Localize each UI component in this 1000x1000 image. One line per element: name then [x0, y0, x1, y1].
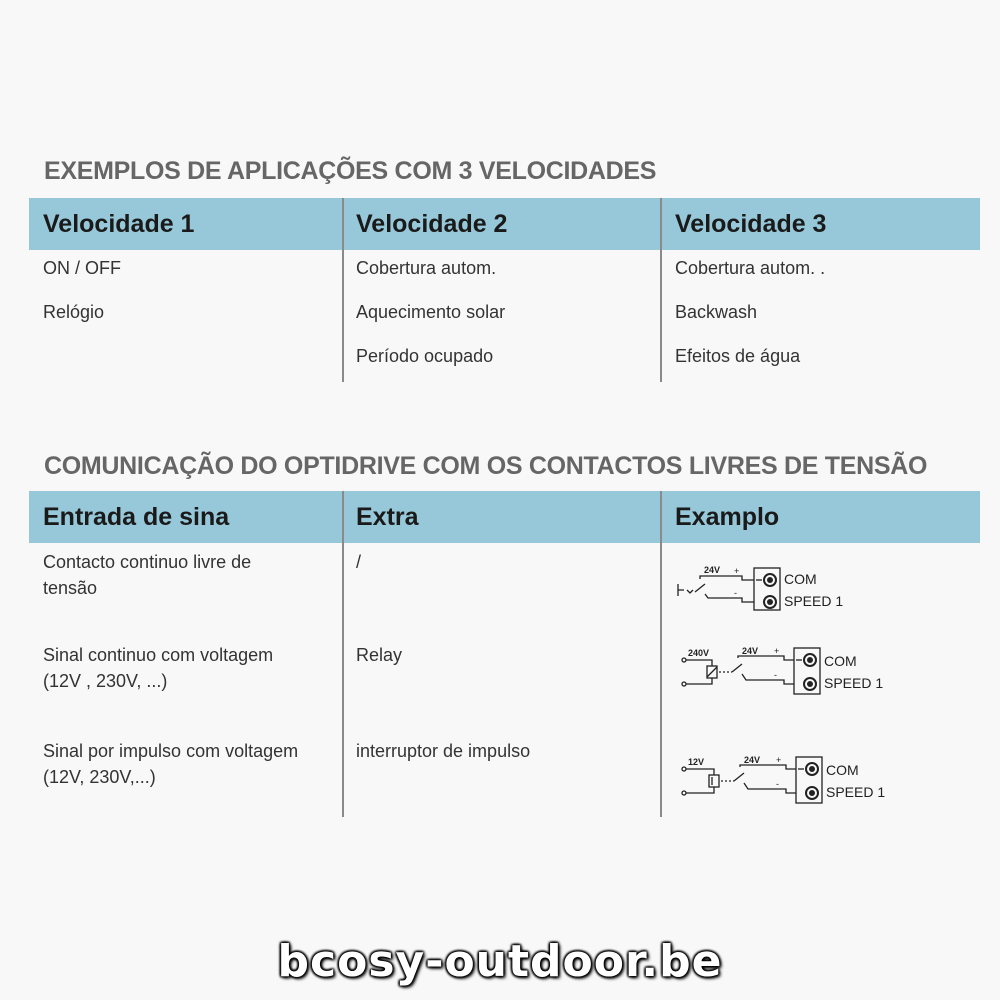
com-label: COM — [824, 653, 857, 669]
input-type-cell: Sinal por impulso com voltagem (12V, 230V,...) — [43, 741, 299, 787]
table-cell: Efeitos de água — [675, 346, 801, 366]
table-cell: Período ocupado — [356, 346, 494, 366]
header-entrada: Entrada de sina — [43, 503, 230, 531]
speed-label: SPEED 1 — [824, 675, 884, 691]
wiring-diagram-contact — [674, 562, 854, 614]
minus-label: - — [774, 670, 777, 680]
header-examplo: Examplo — [675, 503, 780, 531]
table-cell: Aquecimento solar — [356, 302, 506, 322]
input-type-cell: Contacto continuo livre de tensão — [43, 552, 252, 598]
table-header — [29, 491, 980, 543]
column-divider — [660, 491, 662, 817]
table-cell: Cobertura autom. . — [675, 258, 826, 278]
table-header — [29, 198, 980, 250]
extra-cell: / — [356, 552, 362, 572]
watermark: bcosy-outdoor.be — [277, 936, 723, 987]
table-cell: Backwash — [675, 302, 758, 322]
header-velocidade-3: Velocidade 3 — [675, 210, 827, 238]
column-divider — [342, 198, 344, 382]
wiring-diagram-relay — [676, 646, 896, 698]
column-divider — [342, 491, 344, 817]
voltage-label: 24V — [742, 646, 759, 656]
voltage-label: 24V — [704, 565, 721, 575]
voltage-label: 24V — [744, 755, 761, 765]
source-voltage-label: 240V — [688, 648, 710, 658]
header-extra: Extra — [356, 503, 419, 531]
plus-label: + — [774, 646, 780, 656]
section1-title: EXEMPLOS DE APLICAÇÕES COM 3 VELOCIDADES — [44, 157, 657, 185]
com-label: COM — [784, 571, 817, 587]
minus-label: - — [734, 588, 737, 598]
table-cell: ON / OFF — [43, 258, 121, 278]
speed-label: SPEED 1 — [826, 784, 886, 800]
source-voltage-label: 12V — [688, 757, 705, 767]
header-velocidade-2: Velocidade 2 — [356, 210, 508, 238]
extra-cell: Relay — [356, 645, 403, 665]
wiring-diagram-impulse — [676, 753, 896, 807]
header-velocidade-1: Velocidade 1 — [43, 210, 195, 238]
wiring-diagram-svg — [676, 646, 896, 698]
plus-label: + — [776, 755, 782, 765]
minus-label: - — [776, 779, 779, 789]
section2-title: COMUNICAÇÃO DO OPTIDRIVE COM OS CONTACTOS LIVRES DE TENSÃO — [44, 452, 928, 480]
extra-cell: interruptor de impulso — [356, 741, 531, 761]
input-type-cell: Sinal continuo com voltagem (12V , 230V, ...) — [43, 645, 274, 691]
wiring-diagram-svg — [674, 562, 854, 614]
wiring-diagram-svg — [676, 753, 896, 807]
column-divider — [660, 198, 662, 382]
table-cell: Relógio — [43, 302, 105, 322]
speed-label: SPEED 1 — [784, 593, 844, 609]
table-cell: Cobertura autom. — [356, 258, 497, 278]
com-label: COM — [826, 762, 859, 778]
speed-applications-table — [29, 198, 980, 366]
plus-label: + — [734, 566, 740, 576]
